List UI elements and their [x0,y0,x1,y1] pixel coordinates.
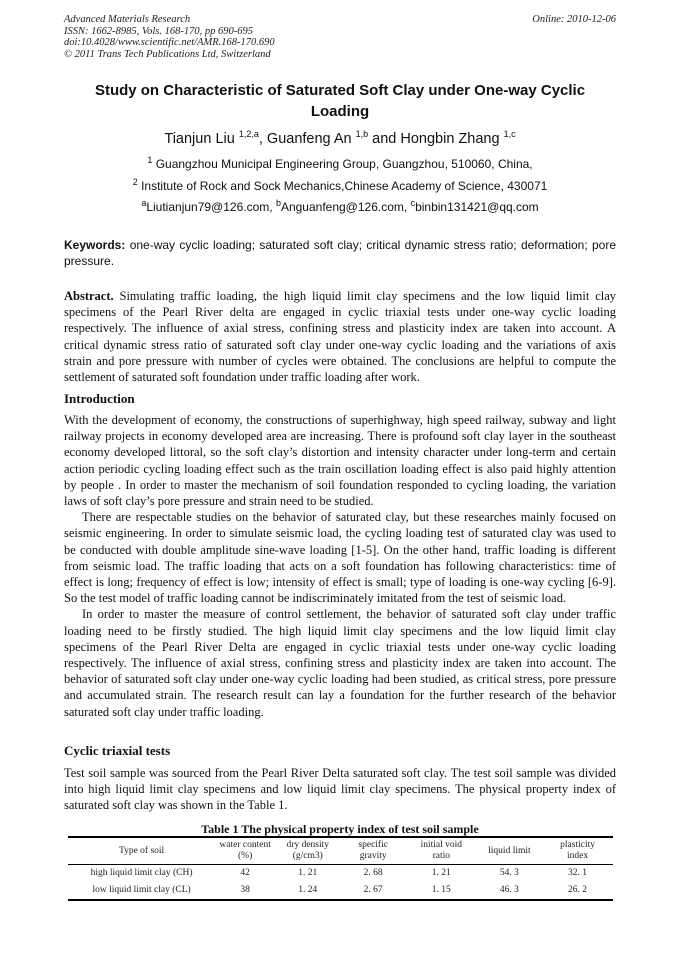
table-cell: high liquid limit clay (CH) [90,868,193,878]
author-affil-marker: 1,b [355,129,369,140]
table-cell: 46. 3 [477,882,542,900]
table-cell: 38 [215,882,275,900]
email-marker: a [141,198,147,208]
keywords-label: Keywords: [64,238,126,252]
table-caption: Table 1 The physical property index of test soil sample [201,822,479,836]
paper-title: Study on Characteristic of Saturated Soft Clay under One-way Cyclic Loading [94,82,586,120]
author-name: Tianjun Liu [164,131,235,147]
paragraph: There are respectable studies on the behavior of saturated clay, but these researches mainly focused on seismic engineering. In order to simulate seismic load, the cycling loading test of saturated clay was used to be conducted with double amplitude sine-wave loading [1-5]. On the other hand, traffic loading is different from seismic load. The traffic loading that acts on a soft foundation has following characteristics: time of effect is long; frequency of effect is low; intensity of effect is small; type of loading is one-way cycling [6-9]. So the test model of traffic loading cannot be indiscriminately imitated from the test of seismic load. [64,510,616,606]
column-header: specific gravity [340,837,405,865]
column-header: initial void ratio [406,837,477,865]
introduction-body [64,412,616,720]
paragraph: In order to master the measure of control settlement, the behavior of saturated soft clay under traffic loading need to be firstly studied. The high liquid limit clay specimens and the low liquid limit clay specimens of the Pearl River Delta are engaged in cyclic triaxial tests under one-way cyclic loading respectively. The influence of axial stress, confining stress and plasticity index are taken into account. The behavior of saturated soft clay under one-way cyclic loading had been studied, as critical stress, pore pressure and accumulated strain. The research result can lay a foundation for the further research of the behavior saturated soft clay under traffic loading. [64,607,616,719]
paragraph: With the development of economy, the constructions of superhighway, high speed railway, subway and light railway projects in economy developed area are increasing. There is profound soft clay layer in the southeast economy developed littoral, so the soft clay’s distortion and intensity character under long-term and certain action periodic cycling loading effect such as the train oscillation loading effect is also paid highly attention by people . In order to master the mechanism of soil foundation responded to cycling loading, the variation laws of soft clay’s pore pressure and strain need to be studied. [64,413,616,509]
affiliation-text: Institute of Rock and Sock Mechanics,Chinese Academy of Science, 430071 [141,179,548,193]
column-header: Type of soil [68,837,215,865]
issn-line: ISSN: 1662-8985, Vols. 168-170, pp 690-695 [64,25,253,37]
author-separator: and [368,131,401,147]
copyright-line: © 2011 Trans Tech Publications Ltd, Switzerland [64,48,271,60]
table-cell: 1. 24 [275,882,340,900]
cyclic-tests-body [64,765,616,814]
column-header: liquid limit [477,837,542,865]
email-link[interactable]: Anguanfeng@126.com, [280,200,411,214]
author-affil-marker: 1,2,a [238,129,259,140]
keywords-text: one-way cyclic loading; saturated soft clay; critical dynamic stress ratio; deformation; pore pressure. [64,238,616,268]
table-cell: 2. 68 [363,868,383,878]
section-heading-cyclic-triaxial-tests: Cyclic triaxial tests [64,743,171,758]
email-marker: c [410,198,416,208]
table-cell: 54. 3 [499,868,519,878]
column-header: dry density (g/cm3) [275,837,340,865]
table-row [68,882,613,900]
section-heading-introduction: Introduction [64,391,135,406]
table-cell: low liquid limit clay (CL) [68,882,215,900]
keywords-section [64,237,616,269]
email-link[interactable]: binbin131421@qq.com [415,200,539,214]
table-cell: 1. 21 [298,868,318,878]
email-marker: b [275,198,281,208]
abstract-label: Abstract. [64,289,114,303]
author-name: Guanfeng An [266,131,352,147]
table-cell: 26. 2 [542,882,613,900]
table-cell: 2. 67 [340,882,405,900]
affiliation-text: Guangzhou Municipal Engineering Group, Guangzhou, 510060, China, [155,157,533,171]
author-name: Hongbin Zhang [400,131,500,147]
doi-line: doi:10.4028/www.scientific.net/AMR.168-170.690 [64,37,275,48]
affiliation-2 [64,179,616,193]
author-emails [64,200,616,214]
affiliation-marker: 1 [147,155,153,165]
column-header: water content (%) [215,837,275,865]
online-date: Online: 2010-12-06 [532,14,616,25]
property-table [68,836,613,901]
author-separator: , [258,131,267,147]
email-link[interactable]: Liutianjun79@126.com, [146,200,276,214]
paragraph: Test soil sample was sourced from the Pearl River Delta saturated soft clay. The test soil sample was divided into high liquid limit clay specimens and low liquid limit clay specimens. The physical property index of saturated soft clay was shown in the Table 1. [64,766,616,813]
journal-name: Advanced Materials Research [64,14,191,25]
table-cell: 32. 1 [568,868,588,878]
affiliation-1 [64,157,616,171]
abstract-text: Simulating traffic loading, the high liquid limit clay specimens and the low liquid limit clay specimens of the Pearl River delta are engaged in cyclic triaxial tests under one-way cyclic loading respectively. The influence of axial stress, confining stress and plasticity index are taken into account. A critical dynamic stress ratio of saturated soft clay under one-way cyclic loading and the variations of axis strain and pore pressure with number of cycles were obtained. The conclusions are helpful to compute the settlement of saturated soft foundation under traffic loading after work. [64,289,617,385]
journal-header [64,14,616,60]
table-cell: 1. 21 [431,868,451,878]
table-cell: 42 [240,868,250,878]
column-header: plasticity index [542,837,613,865]
author-list [64,131,616,147]
table-cell: 1. 15 [406,882,477,900]
table-header-row [68,837,613,865]
abstract-section [64,288,616,385]
table-row [68,865,613,883]
affiliation-marker: 2 [132,177,138,187]
author-affil-marker: 1,c [503,129,516,140]
